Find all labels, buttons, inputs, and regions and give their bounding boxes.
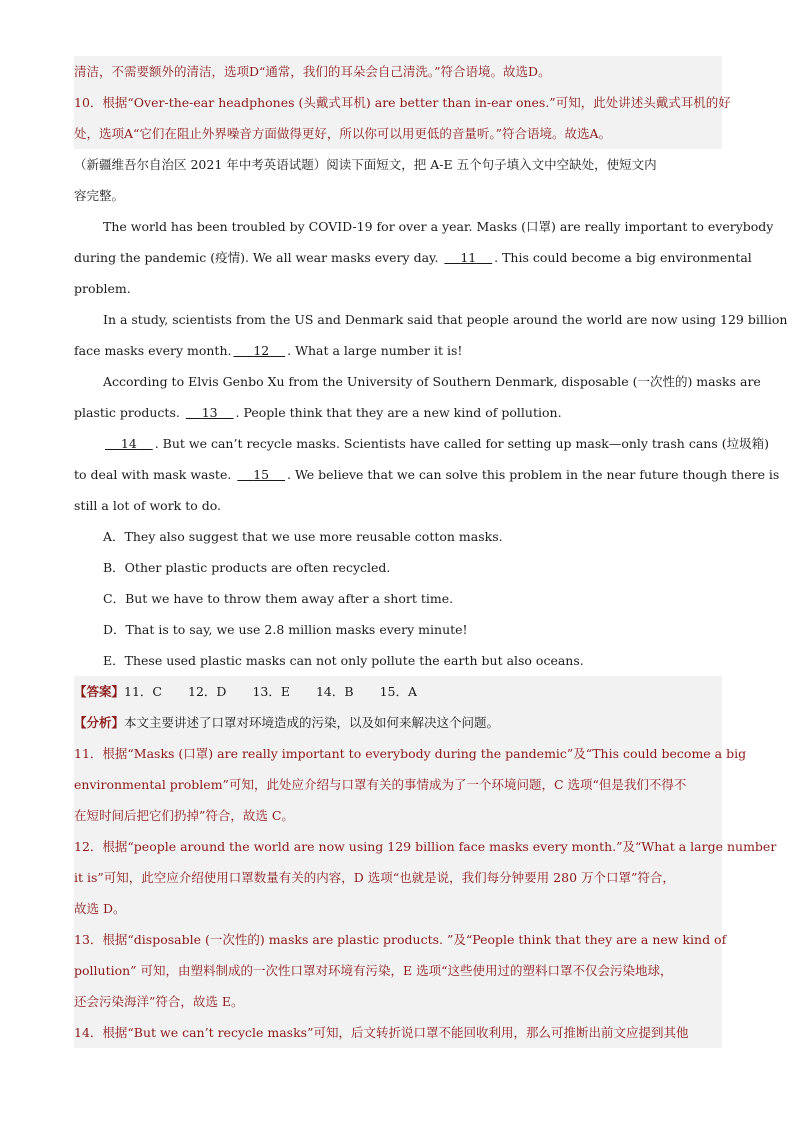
answer-item: 14．B bbox=[315, 684, 354, 699]
q10-explanation-line2: 处，选项A“它们在阻止外界噪音方面做得更好，所以你可以用更低的音量听。”符合语境。故选A。 bbox=[74, 118, 722, 149]
passage-p2-line1: In a study, scientists from the US and Denmark said that people around the world are now using 129 billion bbox=[103, 312, 788, 327]
passage-p4-line2 bbox=[74, 459, 780, 490]
answer-item: 12．D bbox=[188, 684, 227, 699]
answer-label: 【答案】 bbox=[74, 684, 125, 699]
passage-text: plastic products. bbox=[74, 405, 180, 420]
q11-explanation-line1: 11．根据“Masks (口罩) are really important to everybody during the pandemic”及“This could become a big bbox=[74, 738, 722, 769]
q13-explanation-line1: 13．根据“disposable (一次性的) masks are plastic products. ”及“People think that they are a new kind of bbox=[74, 924, 722, 955]
passage-p2-line2 bbox=[74, 335, 722, 366]
option-b: B．Other plastic products are often recycled. bbox=[103, 560, 391, 575]
q12-explanation-line2: it is”可知，此空应介绍使用口罩数量有关的内容，D 选项“也就是说，我们每分钟要用 280 万个口罩”符合， bbox=[74, 862, 722, 893]
passage-text: face masks every month. bbox=[74, 343, 232, 358]
q10-explanation-line1: 10．根据“Over-the-ear headphones (头戴式耳机) are better than in-ear ones.”可知，此处讲述头戴式耳机的好 bbox=[74, 87, 722, 118]
blank-12: 12 bbox=[253, 343, 270, 358]
passage-p3-line1: According to Elvis Genbo Xu from the University of Southern Denmark, disposable (一次性的) masks are bbox=[103, 374, 761, 389]
blank-15: 15 bbox=[253, 467, 270, 482]
document-page bbox=[74, 56, 788, 1048]
passage-p4-line3: still a lot of work to do. bbox=[74, 498, 222, 513]
option-d: D．That is to say, we use 2.8 million masks every minute! bbox=[103, 622, 468, 637]
analysis-label: 【分析】 bbox=[74, 715, 125, 730]
passage-text: . But we can’t recycle masks. Scientists have called for setting up mask—only trash cans (垃圾箱) bbox=[154, 436, 769, 451]
q11-explanation-line3: 在短时间后把它们扔掉”符合，故选 C。 bbox=[74, 800, 722, 831]
q14-explanation-line1: 14．根据“But we can’t recycle masks”可知，后文转折说口罩不能回收利用，那么可推断出前文应提到其他 bbox=[74, 1017, 722, 1048]
answer-item: 13．E bbox=[252, 684, 290, 699]
option-e: E．These used plastic masks can not only pollute the earth but also oceans. bbox=[103, 653, 584, 668]
q12-explanation-line1: 12．根据“people around the world are now using 129 billion face masks every month.”及“What a large number bbox=[74, 831, 722, 862]
passage-text: . This could become a big environmental bbox=[494, 250, 752, 265]
passage-text: . People think that they are a new kind of pollution. bbox=[235, 405, 562, 420]
answer-item: 11．C bbox=[124, 684, 162, 699]
task-instruction-line1: （新疆维吾尔自治区 2021 年中考英语试题）阅读下面短文，把 A-E 五个句子填入文中空缺处，使短文内 bbox=[74, 157, 657, 172]
passage-p4-line1 bbox=[74, 428, 769, 459]
passage-p1-line3: problem. bbox=[74, 281, 131, 296]
passage-p3-line2 bbox=[74, 397, 722, 428]
blank-14: 14 bbox=[120, 436, 137, 451]
passage-text: . We believe that we can solve this problem in the near future though there is bbox=[287, 467, 780, 482]
answer-item: 15．A bbox=[379, 684, 417, 699]
q13-explanation-line2: pollution” 可知，由塑料制成的一次性口罩对环境有污染，E 选项“这些使用过的塑料口罩不仅会污染地球， bbox=[74, 955, 722, 986]
option-a: A．They also suggest that we use more reusable cotton masks. bbox=[103, 529, 503, 544]
passage-p1-line2 bbox=[74, 242, 752, 273]
option-c: C．But we have to throw them away after a short time. bbox=[103, 591, 454, 606]
analysis-summary-line bbox=[74, 707, 722, 738]
passage-text: to deal with mask waste. bbox=[74, 467, 232, 482]
task-instruction-line2: 容完整。 bbox=[74, 188, 125, 203]
q13-explanation-line3: 还会污染海洋”符合，故选 E。 bbox=[74, 986, 722, 1017]
q11-explanation-line2: environmental problem”可知，此处应介绍与口罩有关的事情成为了一个环境问题，C 选项“但是我们不得不 bbox=[74, 769, 722, 800]
q9-explanation-tail: 清洁，不需要额外的清洁，选项D“通常，我们的耳朵会自己清洗。”符合语境。故选D。 bbox=[74, 56, 722, 87]
passage-text: . What a large number it is! bbox=[287, 343, 463, 358]
blank-11: 11 bbox=[460, 250, 477, 265]
passage-p1-line1: The world has been troubled by COVID-19 for over a year. Masks (口罩) are really important to everybody bbox=[103, 219, 774, 234]
answer-line bbox=[74, 676, 722, 707]
q12-explanation-line3: 故选 D。 bbox=[74, 893, 722, 924]
analysis-summary: 本文主要讲述了口罩对环境造成的污染，以及如何来解决这个问题。 bbox=[124, 715, 500, 730]
blank-13: 13 bbox=[201, 405, 218, 420]
passage-text: during the pandemic (疫情). We all wear masks every day. bbox=[74, 250, 439, 265]
